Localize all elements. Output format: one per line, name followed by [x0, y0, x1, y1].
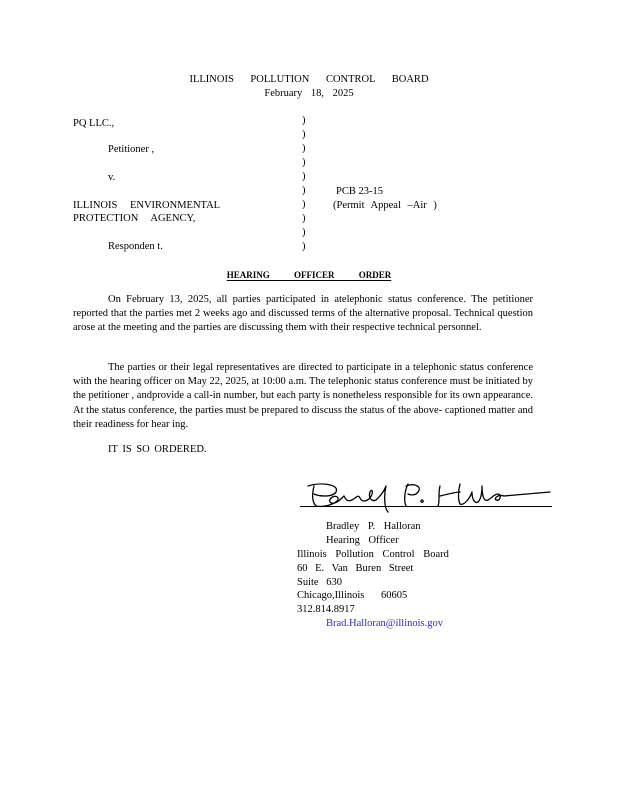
paren: ) [302, 143, 306, 154]
paren: ) [302, 227, 306, 238]
signer-phone: 312.814.8917 [297, 604, 355, 615]
paren: ) [302, 115, 306, 126]
signer-address-line1: 60 E. Van Buren Street [297, 563, 414, 574]
signer-address-line2: Suite 630 [297, 577, 342, 588]
order-paragraph-2 [73, 361, 533, 432]
paren: ) [302, 241, 306, 252]
order-title: HEARING OFFICER ORDER [226, 270, 392, 280]
order-paragraph-2-text: The parties or their legal representatives are directed to participate in a telephonic status conference with the hearing officer on May 22, 2025, at 10:00 a.m. The telephonic status conference must be initiated by the petitioner , andprovide a call-in number, but each party is nonetheless responsible for its own appearance. At the status conference, the parties must be prepared to discuss the status of the above- captioned matter and their readiness for hear ing. [73, 362, 533, 430]
paren: ) [302, 171, 306, 182]
respondent-name-line1: ILLINOIS ENVIRONMENTAL [73, 200, 221, 211]
caption-divider [302, 114, 306, 254]
paren: ) [302, 213, 306, 224]
closing-statement: IT IS SO ORDERED. [108, 444, 207, 455]
order-paragraph-1-text: On February 13, 2025, all parties participated in atelephonic status conference. The petitioner reported that the parties met 2 weeks ago and discussed terms of the alternative proposal. Technical question arose at the meeting and the parties are discussing them with their respective technical personnel. [73, 294, 533, 334]
signer-organization: Illinois Pollution Control Board [297, 549, 449, 560]
case-type: (Permit Appeal –Air ) [333, 200, 437, 211]
order-paragraph-1 [73, 293, 533, 336]
paren: ) [302, 157, 306, 168]
signer-name: Bradley P. Halloran [326, 521, 421, 532]
signer-title: Hearing Officer [326, 535, 399, 546]
respondent-name-line2: PROTECTION AGENCY, [73, 213, 196, 224]
order-date: February 18, 2025 [264, 88, 354, 99]
petitioner-name: PQ LLC., [73, 118, 115, 129]
petitioner-role: Petitioner , [108, 144, 155, 155]
signature-line [300, 506, 552, 507]
paren: ) [302, 185, 306, 196]
signer-city: Chicago,Illinois 60605 [297, 590, 408, 601]
agency-heading: ILLINOIS POLLUTION CONTROL BOARD [189, 74, 429, 85]
versus-label: v. [108, 172, 116, 183]
handwritten-signature [300, 478, 555, 514]
case-number: PCB 23-15 [336, 186, 383, 197]
paren: ) [302, 199, 306, 210]
signer-email-link[interactable]: Brad.Halloran@illinois.gov [326, 618, 443, 629]
paren: ) [302, 129, 306, 140]
respondent-role: Responden t. [108, 241, 163, 252]
